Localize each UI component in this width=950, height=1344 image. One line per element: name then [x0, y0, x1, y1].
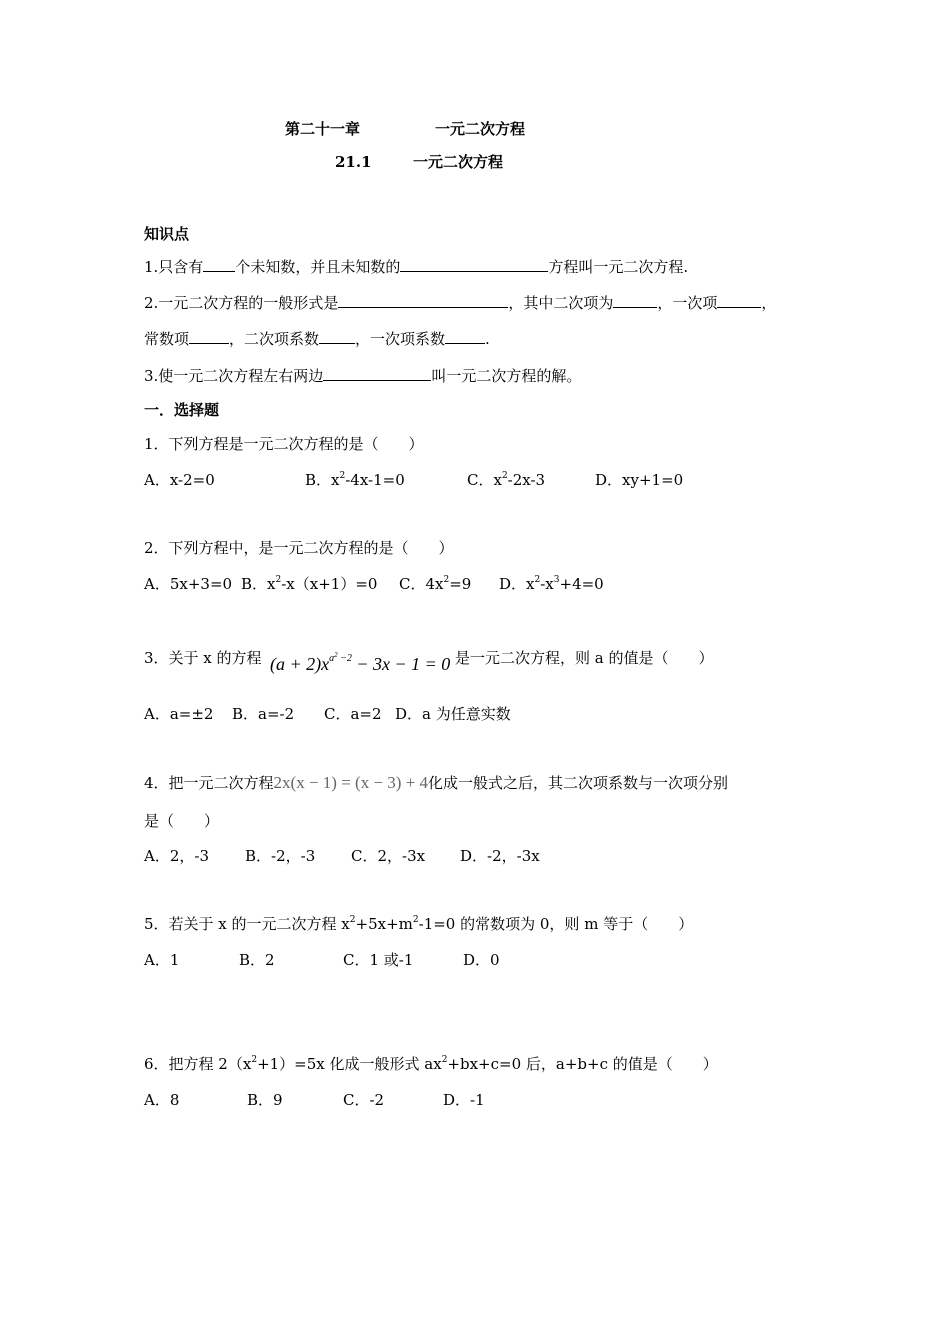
- q3-option-c: C．a=2: [324, 705, 382, 723]
- q4-stem: 4．把一元二次方程2x(x − 1) = (x − 3) + 4化成一般式之后，其二次项系数与一次项分别: [144, 773, 729, 792]
- q2-option-b: B．$x^2-x(x+1)=0$: [241, 575, 378, 593]
- blank: [717, 293, 761, 308]
- q3-option-d: D．a 为任意实数: [395, 705, 511, 723]
- q2-stem: 2．下列方程中，是一元二次方程的是（ ）: [144, 539, 454, 557]
- q6-option-a: A．8: [144, 1091, 180, 1109]
- section-title: 一元二次方程: [413, 153, 504, 171]
- blank: [189, 329, 229, 344]
- blank: [319, 329, 355, 344]
- q6-option-b: B．9: [247, 1091, 283, 1109]
- chapter-label: 第二十一章: [285, 120, 361, 138]
- q3-stem: 3．关于 x 的方程: [144, 649, 262, 667]
- q5-option-c: C．1 或-1: [343, 951, 414, 969]
- blank: [203, 257, 235, 272]
- q3-stem-tail: 是一元二次方程，则 a 的值是（ ）: [455, 649, 714, 667]
- blank: [613, 293, 657, 308]
- blank: [338, 293, 508, 308]
- q4-stem-line2: 是（ ）: [144, 812, 220, 830]
- q3-option-a: A．a=±2: [144, 705, 214, 723]
- q5-option-b: B．2: [239, 951, 275, 969]
- section-number: 21.1: [335, 153, 372, 171]
- chapter-title: 一元二次方程: [435, 120, 526, 138]
- q4-option-b: B．-2，-3: [245, 847, 316, 865]
- q3-equation: $(a + 2)x^{a^2 -2} - 3x - 1 = 0$: [270, 651, 451, 674]
- blank: [445, 329, 485, 344]
- q5-stem: 5．若关于 x 的一元二次方程 $x^2+5x+m^2-1=0$ 的常数项为 0，则 m 等于（ ）: [144, 915, 694, 933]
- q5-option-a: A．1: [144, 951, 180, 969]
- q5-option-d: D．0: [463, 951, 500, 969]
- q1-option-d: D．xy+1=0: [595, 471, 684, 489]
- q4-option-a: A．2，-3: [144, 847, 209, 865]
- q1-option-c: C．$x^2-2x-3$: [467, 471, 546, 489]
- knowledge-point-2: 2.一元二次方程的一般形式是 ，其中二次项为 ，一次项 ，: [144, 294, 777, 312]
- q2-option-a: A．5x+3=0: [144, 575, 233, 593]
- q1-stem: 1．下列方程是一元二次方程的是（ ）: [144, 435, 424, 453]
- q2-option-d: D．$x^2-x^3+4=0$: [499, 575, 604, 593]
- q4-equation: 2x(x − 1) = (x − 3) + 4: [273, 773, 429, 792]
- knowledge-point-1: 1.只含有 个未知数，并且未知数的 方程叫一元二次方程.: [144, 258, 689, 276]
- q1-option-b: B．$x^2-4x-1=0$: [305, 471, 405, 489]
- q6-stem: 6．把方程 $2(x^2+1)=5x$ 化成一般形式 $ax^2+bx+c=0$ 后，a+b+c 的值是（ ）: [144, 1055, 718, 1073]
- q6-option-c: C．-2: [343, 1091, 385, 1109]
- q4-option-d: D．-2，-3x: [460, 847, 540, 865]
- q1-option-a: A．x-2=0: [144, 471, 215, 489]
- q2-option-c: C．$4x^2=9$: [399, 575, 472, 593]
- q6-option-d: D．-1: [443, 1091, 485, 1109]
- blank: [400, 257, 548, 272]
- section-heading-choice: 一．选择题: [144, 401, 220, 419]
- blank: [323, 366, 431, 381]
- q4-option-c: C．2，-3x: [351, 847, 426, 865]
- q3-option-b: B．a=-2: [232, 705, 295, 723]
- knowledge-point-2-cont: 常数项 ，二次项系数 ，一次项系数 .: [144, 330, 490, 348]
- knowledge-heading: 知识点: [144, 225, 190, 243]
- knowledge-point-3: 3.使一元二次方程左右两边 叫一元二次方程的解。: [144, 367, 582, 385]
